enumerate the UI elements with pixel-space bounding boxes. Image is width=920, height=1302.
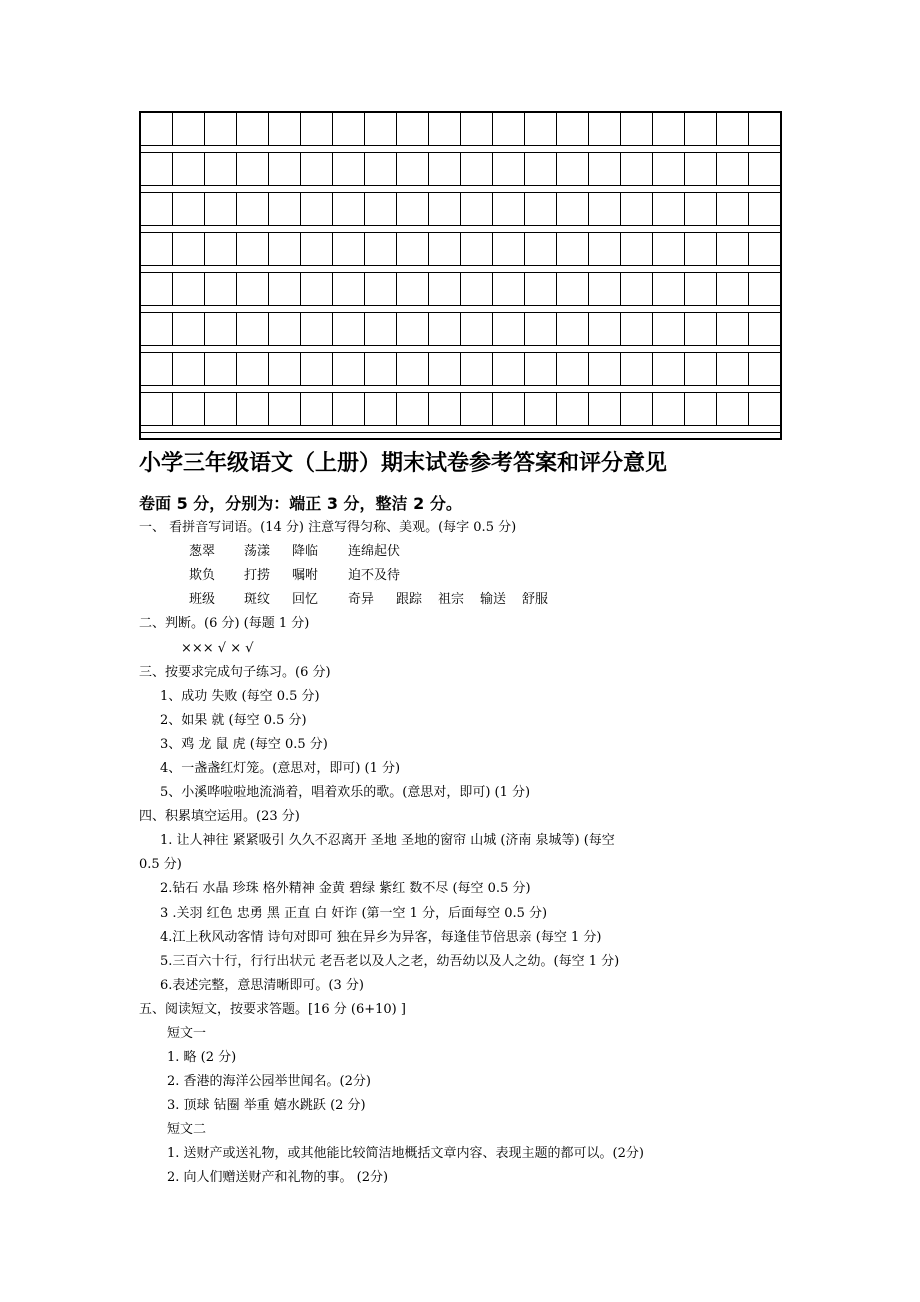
grid-cell — [429, 313, 461, 345]
word: 回忆 — [292, 592, 319, 607]
passage2-item: 2. 向人们赠送财产和礼物的事。 (2分) — [167, 1170, 389, 1185]
grid-cell — [365, 113, 397, 145]
grid-cell — [301, 233, 333, 265]
grid-cell — [749, 233, 780, 265]
section2-heading: 二、判断。(6 分) (每题 1 分) — [139, 616, 310, 631]
word: 奇异 — [348, 592, 375, 607]
section3-heading: 三、按要求完成句子练习。(6 分) — [139, 665, 331, 680]
grid-cell — [653, 113, 685, 145]
grid-cell — [557, 153, 589, 185]
grid-cell — [205, 153, 237, 185]
grid-cell — [685, 233, 717, 265]
grid-cell — [557, 273, 589, 305]
grid-row — [141, 113, 780, 146]
grid-cell — [301, 153, 333, 185]
grid-cell — [717, 273, 749, 305]
section3-item: 1、成功 失败 (每空 0.5 分) — [160, 689, 320, 704]
grid-cell — [173, 153, 205, 185]
grid-cell — [653, 353, 685, 385]
grid-cell — [621, 153, 653, 185]
grid-cell — [525, 153, 557, 185]
grid-row-gap — [141, 146, 780, 153]
grid-cell — [685, 313, 717, 345]
grid-cell — [525, 393, 557, 425]
word: 荡漾 — [244, 544, 271, 559]
section4-item: 1. 让人神往 紧紧吸引 久久不忍离开 圣地 圣地的窗帘 山城 (济南 泉城等) (每空 — [160, 833, 615, 848]
grid-cell — [397, 233, 429, 265]
grid-cell — [557, 313, 589, 345]
word: 输送 — [480, 592, 507, 607]
grid-cell — [301, 353, 333, 385]
grid-cell — [237, 313, 269, 345]
grid-cell — [493, 393, 525, 425]
grid-cell — [141, 193, 173, 225]
grid-cell — [717, 233, 749, 265]
grid-cell — [749, 193, 780, 225]
grid-cell — [365, 233, 397, 265]
grid-cell — [525, 113, 557, 145]
grid-cell — [589, 113, 621, 145]
grid-cell — [269, 393, 301, 425]
grid-row-gap — [141, 186, 780, 193]
grid-cell — [205, 353, 237, 385]
grid-cell — [621, 273, 653, 305]
grid-cell — [685, 353, 717, 385]
grid-cell — [237, 153, 269, 185]
section4-item: 4.江上秋风动客情 诗句对即可 独在异乡为异客，每逢佳节倍思亲 (每空 1 分) — [160, 930, 602, 945]
section1-row-1 — [189, 544, 400, 560]
grid-cell — [173, 353, 205, 385]
grid-cell — [269, 313, 301, 345]
grid-cell — [397, 353, 429, 385]
section4-item: 3 .关羽 红色 忠勇 黑 正直 白 奸诈 (第一空 1 分，后面每空 0.5 分) — [160, 906, 548, 921]
word: 舒服 — [522, 592, 549, 607]
grid-cell — [365, 153, 397, 185]
word: 欺负 — [189, 568, 216, 583]
subtitle: 卷面 5 分，分别为：端正 3 分，整洁 2 分。 — [139, 494, 462, 513]
passage2-item: 1. 送财产或送礼物，或其他能比较简洁地概括文章内容、表现主题的都可以。(2分) — [167, 1146, 644, 1161]
grid-cell — [717, 313, 749, 345]
grid-cell — [749, 113, 780, 145]
grid-row-gap — [141, 306, 780, 313]
section1-row-2 — [189, 568, 400, 584]
section4-item: 5.三百六十行，行行出状元 老吾老以及人之老，幼吾幼以及人之幼。(每空 1 分) — [160, 954, 620, 969]
grid-cell — [333, 113, 365, 145]
grid-cell — [493, 273, 525, 305]
grid-row-gap — [141, 386, 780, 393]
grid-cell — [461, 313, 493, 345]
grid-cell — [749, 153, 780, 185]
grid-cell — [205, 193, 237, 225]
grid-cell — [717, 193, 749, 225]
grid-cell — [461, 273, 493, 305]
grid-cell — [269, 273, 301, 305]
word: 降临 — [292, 544, 319, 559]
grid-cell — [493, 233, 525, 265]
grid-cell — [621, 113, 653, 145]
grid-cell — [717, 353, 749, 385]
grid-cell — [525, 313, 557, 345]
word: 打捞 — [244, 568, 271, 583]
section3-item: 2、如果 就 (每空 0.5 分) — [160, 713, 307, 728]
passage2-label: 短文二 — [167, 1122, 207, 1137]
grid-row-gap — [141, 346, 780, 353]
grid-cell — [429, 113, 461, 145]
grid-cell — [621, 233, 653, 265]
word: 跟踪 — [396, 592, 423, 607]
grid-cell — [173, 233, 205, 265]
word: 祖宗 — [438, 592, 465, 607]
grid-cell — [397, 393, 429, 425]
grid-cell — [301, 393, 333, 425]
grid-row-gap — [141, 426, 780, 433]
grid-cell — [141, 273, 173, 305]
grid-cell — [269, 153, 301, 185]
grid-cell — [589, 353, 621, 385]
section5-heading: 五、阅读短文，按要求答题。[16 分 (6+10) ] — [139, 1002, 406, 1017]
grid-row — [141, 193, 780, 226]
grid-cell — [461, 113, 493, 145]
grid-cell — [621, 313, 653, 345]
grid-row — [141, 353, 780, 386]
grid-cell — [333, 353, 365, 385]
grid-cell — [685, 273, 717, 305]
grid-cell — [493, 313, 525, 345]
grid-cell — [653, 193, 685, 225]
grid-cell — [429, 273, 461, 305]
grid-cell — [333, 193, 365, 225]
grid-cell — [461, 233, 493, 265]
grid-cell — [621, 393, 653, 425]
grid-cell — [301, 113, 333, 145]
grid-cell — [205, 313, 237, 345]
grid-cell — [205, 113, 237, 145]
grid-cell — [685, 113, 717, 145]
grid-cell — [141, 393, 173, 425]
grid-cell — [237, 113, 269, 145]
grid-cell — [237, 193, 269, 225]
grid-cell — [365, 353, 397, 385]
section1-row-3 — [189, 592, 548, 608]
grid-cell — [429, 353, 461, 385]
section1-heading: 一、 看拼音写词语。(14 分) 注意写得匀称、美观。(每字 0.5 分) — [139, 520, 517, 535]
grid-cell — [429, 233, 461, 265]
grid-cell — [365, 273, 397, 305]
grid-cell — [205, 273, 237, 305]
grid-cell — [717, 393, 749, 425]
grid-cell — [173, 313, 205, 345]
grid-cell — [205, 393, 237, 425]
section4-item: 2.钻石 水晶 珍珠 格外精神 金黄 碧绿 紫红 数不尽 (每空 0.5 分) — [160, 881, 531, 896]
section3-item: 3、鸡 龙 鼠 虎 (每空 0.5 分) — [160, 737, 328, 752]
grid-cell — [525, 193, 557, 225]
section4-item-continued: 0.5 分) — [139, 857, 182, 872]
grid-row — [141, 233, 780, 266]
grid-cell — [333, 153, 365, 185]
section4-item: 6.表述完整，意思清晰即可。(3 分) — [160, 978, 364, 993]
grid-cell — [365, 313, 397, 345]
grid-cell — [173, 193, 205, 225]
grid-cell — [493, 353, 525, 385]
grid-row — [141, 313, 780, 346]
grid-cell — [525, 353, 557, 385]
grid-cell — [333, 273, 365, 305]
grid-cell — [429, 193, 461, 225]
grid-cell — [333, 313, 365, 345]
grid-cell — [301, 273, 333, 305]
grid-cell — [461, 353, 493, 385]
grid-cell — [141, 113, 173, 145]
grid-cell — [173, 393, 205, 425]
section2-answer: ××× √ × √ — [181, 641, 254, 656]
grid-cell — [589, 393, 621, 425]
section3-item: 5、小溪哗啦啦地流淌着，唱着欢乐的歌。(意思对，即可) (1 分) — [160, 785, 531, 800]
grid-cell — [269, 113, 301, 145]
grid-cell — [589, 193, 621, 225]
passage1-item: 1. 略 (2 分) — [167, 1050, 237, 1065]
passage1-item: 3. 顶球 钻圈 举重 嬉水跳跃 (2 分) — [167, 1098, 366, 1113]
word: 嘱咐 — [292, 568, 319, 583]
grid-cell — [589, 153, 621, 185]
grid-cell — [653, 393, 685, 425]
grid-cell — [685, 193, 717, 225]
grid-cell — [493, 153, 525, 185]
grid-cell — [141, 313, 173, 345]
section3-item: 4、一盏盏红灯笼。(意思对，即可) (1 分) — [160, 761, 401, 776]
passage1-item: 2. 香港的海洋公园举世闻名。(2分) — [167, 1074, 371, 1089]
grid-cell — [269, 193, 301, 225]
grid-cell — [461, 193, 493, 225]
grid-cell — [461, 393, 493, 425]
grid-cell — [461, 153, 493, 185]
grid-cell — [749, 393, 780, 425]
grid-cell — [333, 233, 365, 265]
grid-row — [141, 393, 780, 426]
page-title: 小学三年级语文（上册）期末试卷参考答案和评分意见 — [139, 451, 668, 476]
grid-cell — [429, 393, 461, 425]
grid-cell — [397, 113, 429, 145]
grid-cell — [493, 113, 525, 145]
grid-cell — [397, 153, 429, 185]
grid-cell — [205, 233, 237, 265]
grid-cell — [557, 233, 589, 265]
grid-cell — [141, 353, 173, 385]
grid-cell — [397, 313, 429, 345]
grid-cell — [717, 113, 749, 145]
grid-row — [141, 273, 780, 306]
grid-cell — [397, 273, 429, 305]
grid-cell — [493, 193, 525, 225]
grid-cell — [653, 153, 685, 185]
grid-cell — [173, 273, 205, 305]
grid-cell — [301, 193, 333, 225]
grid-cell — [301, 313, 333, 345]
grid-cell — [685, 393, 717, 425]
grid-cell — [653, 313, 685, 345]
grid-cell — [237, 233, 269, 265]
grid-cell — [685, 153, 717, 185]
grid-cell — [621, 193, 653, 225]
grid-cell — [653, 233, 685, 265]
grid-cell — [525, 273, 557, 305]
grid-cell — [589, 313, 621, 345]
grid-cell — [237, 353, 269, 385]
grid-cell — [749, 313, 780, 345]
grid-row-gap — [141, 226, 780, 233]
word: 班级 — [189, 592, 216, 607]
word: 迫不及待 — [348, 568, 401, 583]
grid-cell — [365, 193, 397, 225]
passage1-label: 短文一 — [167, 1026, 207, 1041]
grid-cell — [589, 273, 621, 305]
section4-heading: 四、积累填空运用。(23 分) — [139, 809, 300, 824]
grid-cell — [557, 353, 589, 385]
grid-cell — [269, 353, 301, 385]
grid-cell — [749, 273, 780, 305]
grid-cell — [237, 393, 269, 425]
word: 连绵起伏 — [348, 544, 401, 559]
grid-cell — [621, 353, 653, 385]
grid-cell — [749, 353, 780, 385]
word: 斑纹 — [244, 592, 271, 607]
grid-row-gap — [141, 266, 780, 273]
grid-cell — [141, 153, 173, 185]
grid-cell — [269, 233, 301, 265]
grid-cell — [173, 113, 205, 145]
grid-cell — [717, 153, 749, 185]
grid-cell — [397, 193, 429, 225]
grid-cell — [653, 273, 685, 305]
grid-cell — [333, 393, 365, 425]
grid-cell — [141, 233, 173, 265]
grid-cell — [429, 153, 461, 185]
composition-grid — [139, 111, 782, 440]
word: 葱翠 — [189, 544, 216, 559]
grid-row — [141, 153, 780, 186]
grid-cell — [557, 193, 589, 225]
grid-cell — [365, 393, 397, 425]
grid-cell — [237, 273, 269, 305]
grid-cell — [525, 233, 557, 265]
grid-cell — [557, 393, 589, 425]
grid-cell — [557, 113, 589, 145]
grid-cell — [589, 233, 621, 265]
